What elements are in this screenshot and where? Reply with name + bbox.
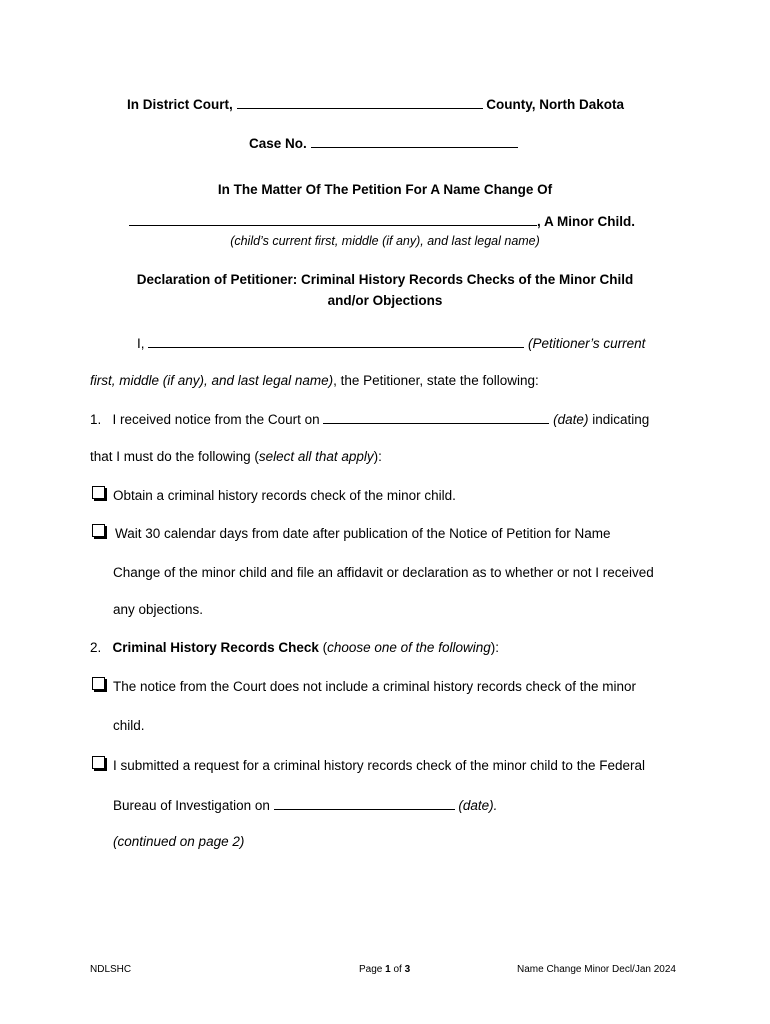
continued-note: (continued on page 2) (113, 834, 245, 849)
section2-hint-open: ( (318, 640, 328, 655)
section1-number: 1. (90, 412, 102, 427)
matter-title: In The Matter Of The Petition For A Name Change Of (217, 182, 553, 197)
section1-line1 (90, 410, 649, 429)
section2-number: 2. (90, 640, 102, 655)
section1-date-hint: (date) (553, 412, 589, 427)
intro-line-2 (90, 372, 539, 390)
checkbox-wait-30-days[interactable] (92, 524, 105, 537)
section1-text-c: that I must do the following ( (90, 449, 259, 464)
minor-suffix: , A Minor Child. (537, 214, 635, 229)
checkbox-no-records-check[interactable] (92, 677, 105, 690)
option-obtain-records: Obtain a criminal history records check of the minor child. (113, 488, 456, 503)
intro-hint-a: (Petitioner’s current (528, 336, 646, 351)
minor-name-hint: (child’s current first, middle (if any), and last legal name) (230, 234, 540, 248)
court-line (127, 95, 624, 114)
footer-page-total: 3 (404, 964, 411, 975)
footer-page-number (359, 964, 410, 976)
intro-prefix: I, (137, 336, 145, 351)
section1-line2 (90, 448, 382, 466)
fbi-text: Bureau of Investigation on (113, 798, 270, 813)
option-no-records-check-line1: The notice from the Court does not include a criminal history records check of the minor (113, 679, 636, 694)
court-prefix: In District Court, (127, 97, 233, 112)
option-submitted-fbi-line2 (113, 796, 497, 815)
fbi-date-blank[interactable] (274, 796, 455, 810)
section2-hint-close: ): (490, 640, 499, 655)
intro-hint-b: first, middle (if any), and last legal name) (90, 373, 334, 388)
minor-name-line (129, 212, 635, 231)
option-wait-30-days-line3: any objections. (113, 602, 204, 617)
section1-select-hint: select all that apply (258, 449, 374, 464)
section2-hint: choose one of the following (327, 640, 491, 655)
court-suffix: County, North Dakota (486, 97, 625, 112)
footer-right: Name Change Minor Decl/Jan 2024 (517, 964, 676, 975)
case-number-line (249, 134, 518, 153)
case-number-blank[interactable] (311, 134, 518, 148)
option-wait-30-days-line1: Wait 30 calendar days from date after publication of the Notice of Petition for Name (115, 526, 611, 541)
option-wait-30-days-line2: Change of the minor child and file an affidavit or declaration as to whether or not I received (113, 565, 654, 580)
county-blank[interactable] (237, 95, 483, 109)
section2-title: Criminal History Records Check (112, 640, 319, 655)
footer-page-label: Page (359, 964, 383, 975)
petitioner-name-blank[interactable] (148, 334, 524, 348)
section2-heading (90, 639, 499, 657)
case-label: Case No. (249, 136, 307, 151)
fbi-date-hint: (date). (458, 798, 498, 813)
footer-left: NDLSHC (90, 964, 132, 975)
section1-text-a: I received notice from the Court on (112, 412, 320, 427)
declaration-title-line2: and/or Objections (327, 293, 443, 308)
notice-date-blank[interactable] (323, 410, 549, 424)
intro-line (137, 334, 645, 353)
checkbox-submitted-fbi-request[interactable] (92, 756, 105, 769)
declaration-title-line1: Declaration of Petitioner: Criminal History Records Checks of the Minor Child (136, 272, 634, 287)
intro-tail: , the Petitioner, state the following: (333, 373, 539, 388)
section1-text-c-end: ): (373, 449, 382, 464)
option-submitted-fbi-line1: I submitted a request for a criminal history records check of the minor child to the Federal (113, 758, 645, 773)
footer-page-current: 1 (385, 964, 391, 975)
checkbox-obtain-records[interactable] (92, 486, 105, 499)
footer-page-of: of (393, 964, 402, 975)
section1-text-b: indicating (592, 412, 650, 427)
option-no-records-check-line2: child. (113, 718, 145, 733)
minor-name-blank[interactable] (129, 212, 537, 226)
